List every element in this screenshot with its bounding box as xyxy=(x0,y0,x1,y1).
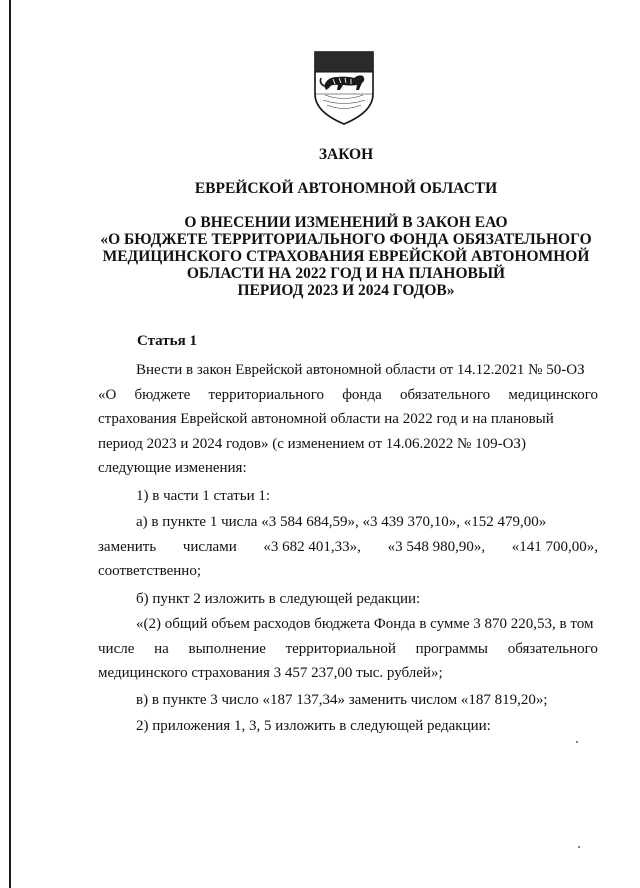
list-item-1 xyxy=(98,484,598,509)
list-item-1c xyxy=(98,688,598,713)
text-line: 1) в части 1 статьи 1: xyxy=(136,488,271,504)
text-line: медицинского страхования 3 457 237,00 тыс. рублей»; xyxy=(98,665,443,681)
scan-border-line xyxy=(9,0,11,888)
word: фонда xyxy=(342,386,382,403)
text-line: «(2) общий объем расходов бюджета Фонда в сумме 3 870 220,53, в том xyxy=(136,616,594,632)
word: числе xyxy=(98,640,135,657)
word: «141 700,00», xyxy=(511,538,598,555)
scan-speck xyxy=(576,741,578,743)
word: «3 682 401,33», xyxy=(263,538,361,555)
text-line-justified xyxy=(98,637,598,662)
word: обязательного xyxy=(507,640,598,657)
title-subject-line: МЕДИЦИНСКОГО СТРАХОВАНИЯ ЕВРЕЙСКОЙ АВТОНОМНОЙ xyxy=(102,248,590,265)
word: на xyxy=(154,640,169,657)
text-line: в) в пункте 3 число «187 137,34» заменить числом «187 819,20»; xyxy=(136,692,548,708)
text-line: а) в пункте 1 числа «3 584 684,59», «3 439 370,10», «152 479,00» xyxy=(136,514,547,530)
document-title-law: ЗАКОН xyxy=(318,146,374,163)
word: программы xyxy=(415,640,489,657)
paragraph-intro xyxy=(98,358,598,481)
word: выполнение xyxy=(188,640,266,657)
list-item-1b-quote xyxy=(98,612,598,686)
word: медицинского xyxy=(508,386,598,403)
word: обязательного xyxy=(399,386,491,403)
document-title-region: ЕВРЕЙСКОЙ АВТОНОМНОЙ ОБЛАСТИ xyxy=(194,180,498,197)
text-line: следующие изменения: xyxy=(98,460,247,476)
list-item-2 xyxy=(98,714,598,739)
title-subject-line: О ВНЕСЕНИИ ИЗМЕНЕНИЙ В ЗАКОН ЕАО xyxy=(184,214,508,231)
word: числами xyxy=(182,538,237,555)
text-line: страхования Еврейской автономной области на 2022 год и на плановый xyxy=(98,411,554,427)
title-subject-line: «О БЮДЖЕТЕ ТЕРРИТОРИАЛЬНОГО ФОНДА ОБЯЗАТЕЛЬНОГО xyxy=(100,231,592,248)
word: территориальной xyxy=(285,640,396,657)
text-line: период 2023 и 2024 годов» (с изменением от 14.06.2022 № 109-ОЗ) xyxy=(98,435,526,452)
text-line-justified xyxy=(98,535,598,560)
text-line: б) пункт 2 изложить в следующей редакции: xyxy=(136,591,421,607)
word: бюджете xyxy=(134,386,191,403)
coat-of-arms-tiger-icon xyxy=(313,50,375,126)
list-item-1b xyxy=(98,587,598,612)
text-line-justified xyxy=(98,383,598,408)
text-line: 2) приложения 1, 3, 5 изложить в следующей редакции: xyxy=(136,718,491,734)
word: «3 548 980,90», xyxy=(387,538,486,555)
text-line: соответственно; xyxy=(98,563,201,579)
title-subject-line: ПЕРИОД 2023 И 2024 ГОДОВ» xyxy=(237,282,455,299)
word: «О xyxy=(98,386,117,403)
scan-speck xyxy=(578,846,580,848)
word: территориального xyxy=(208,386,325,403)
document-title-subject xyxy=(96,214,596,299)
text-line: Внести в закон Еврейской автономной области от 14.12.2021 № 50-ОЗ xyxy=(136,362,585,378)
word: заменить xyxy=(98,538,157,555)
title-subject-line: ОБЛАСТИ НА 2022 ГОД И НА ПЛАНОВЫЙ xyxy=(186,265,506,282)
article-heading: Статья 1 xyxy=(137,333,197,349)
list-item-1a xyxy=(98,510,598,584)
